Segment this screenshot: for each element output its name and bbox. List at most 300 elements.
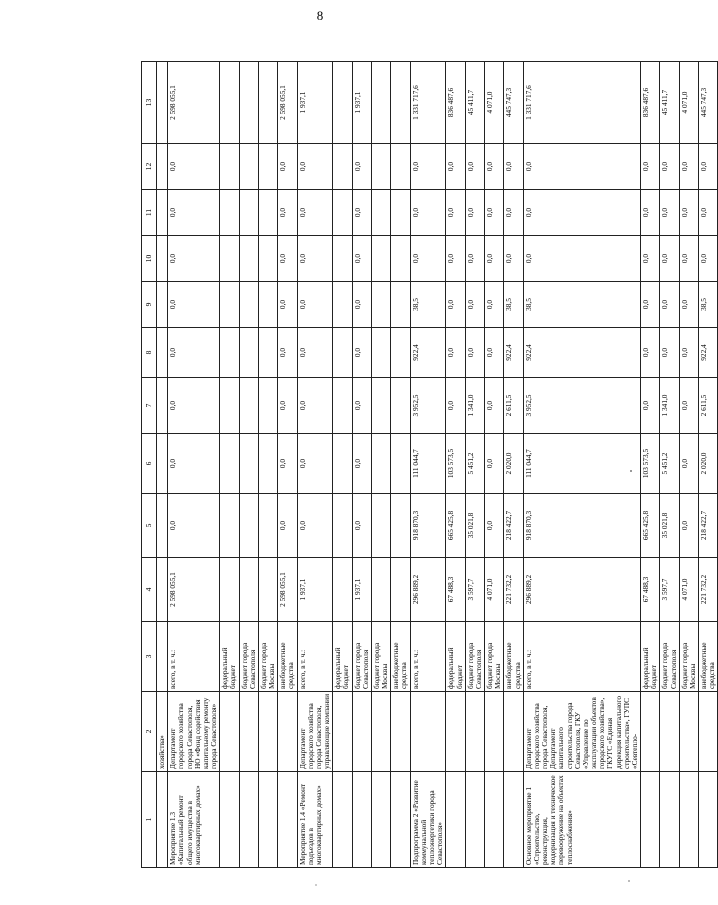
table-row bbox=[641, 62, 660, 868]
table-row bbox=[297, 62, 333, 868]
value-cell: 0,0 bbox=[679, 434, 698, 494]
value-cell bbox=[157, 62, 168, 144]
value-cell: 67 488,3 bbox=[446, 558, 465, 622]
value-cell: 2 598 055,1 bbox=[278, 62, 297, 144]
header-cell: 1 bbox=[142, 772, 157, 868]
row-label-cell bbox=[239, 772, 258, 868]
value-cell bbox=[157, 144, 168, 190]
source-cell: бюджет города Москвы bbox=[679, 622, 698, 692]
value-cell bbox=[157, 282, 168, 328]
row-label-cell: Мероприятие 1.3 «Капитальный ремонт общего имущества в многоквартирных домах» bbox=[168, 772, 220, 868]
header-cell: 9 bbox=[142, 282, 157, 328]
value-cell: 0,0 bbox=[278, 190, 297, 236]
table-row bbox=[333, 62, 352, 868]
value-cell: 45 411,7 bbox=[660, 62, 679, 144]
value-cell: 0,0 bbox=[485, 282, 504, 328]
table-row bbox=[660, 62, 679, 868]
row-label-cell bbox=[679, 772, 698, 868]
scan-speck bbox=[630, 470, 632, 472]
value-cell bbox=[220, 434, 239, 494]
value-cell: 0,0 bbox=[297, 282, 333, 328]
value-cell bbox=[371, 236, 390, 282]
value-cell: 0,0 bbox=[523, 144, 640, 190]
responsible-cell: Департамент городского хозяйства города Севастополя, Департамент капитального строительства города Севастополя, ГКУ «Управление по эксплуатации объектов городского хозяйства», ГКУГС «Единая дирекция капитального строительства», ГУПС «Севтепло- bbox=[523, 692, 640, 772]
value-cell: 4 071,0 bbox=[679, 558, 698, 622]
value-cell bbox=[157, 378, 168, 434]
value-cell bbox=[371, 282, 390, 328]
value-cell: 2 020,0 bbox=[699, 434, 718, 494]
value-cell bbox=[157, 328, 168, 378]
row-label-cell bbox=[485, 772, 504, 868]
table-row bbox=[157, 62, 168, 868]
responsible-cell bbox=[699, 692, 718, 772]
financing-table bbox=[141, 61, 718, 868]
value-cell: 0,0 bbox=[352, 328, 371, 378]
value-cell: 0,0 bbox=[168, 434, 220, 494]
value-cell: 103 573,5 bbox=[446, 434, 465, 494]
scan-speck bbox=[315, 884, 317, 886]
header-cell: 11 bbox=[142, 190, 157, 236]
source-cell bbox=[157, 622, 168, 692]
row-label-cell: Основное мероприятие 1 «Строительство, реконструкция, модернизация и техническое перевооружение на объектах теплоснабжения» bbox=[523, 772, 640, 868]
value-cell: 0,0 bbox=[278, 494, 297, 558]
value-cell bbox=[258, 236, 277, 282]
table-row bbox=[523, 62, 640, 868]
table-row bbox=[699, 62, 718, 868]
value-cell: 3 952,5 bbox=[523, 378, 640, 434]
responsible-cell bbox=[352, 692, 371, 772]
header-cell: 13 bbox=[142, 62, 157, 144]
value-cell: 0,0 bbox=[352, 236, 371, 282]
responsible-cell bbox=[660, 692, 679, 772]
source-cell: бюджет города Москвы bbox=[371, 622, 390, 692]
responsible-cell bbox=[465, 692, 484, 772]
value-cell: 2 020,0 bbox=[504, 434, 523, 494]
responsible-cell: хозяйства» bbox=[157, 692, 168, 772]
value-cell: 1 331 717,6 bbox=[410, 62, 446, 144]
source-cell: всего, в т. ч.: bbox=[523, 622, 640, 692]
value-cell: 0,0 bbox=[465, 190, 484, 236]
responsible-cell bbox=[333, 692, 352, 772]
value-cell: 4 071,0 bbox=[679, 62, 698, 144]
responsible-cell bbox=[446, 692, 465, 772]
source-cell: внебюджетные средства bbox=[278, 622, 297, 692]
value-cell: 0,0 bbox=[641, 190, 660, 236]
responsible-cell bbox=[220, 692, 239, 772]
value-cell: 0,0 bbox=[168, 328, 220, 378]
source-cell: бюджет города Севастополя bbox=[660, 622, 679, 692]
value-cell bbox=[333, 558, 352, 622]
value-cell bbox=[220, 62, 239, 144]
value-cell: 0,0 bbox=[297, 236, 333, 282]
value-cell bbox=[220, 190, 239, 236]
scan-speck bbox=[628, 880, 630, 882]
value-cell: 0,0 bbox=[278, 328, 297, 378]
table-row bbox=[465, 62, 484, 868]
value-cell: 918 870,3 bbox=[410, 494, 446, 558]
value-cell bbox=[157, 434, 168, 494]
header-cell: 7 bbox=[142, 378, 157, 434]
header-cell: 4 bbox=[142, 558, 157, 622]
value-cell: 1 341,0 bbox=[465, 378, 484, 434]
value-cell bbox=[239, 190, 258, 236]
value-cell: 0,0 bbox=[485, 190, 504, 236]
value-cell: 0,0 bbox=[297, 494, 333, 558]
source-cell: всего, в т. ч.: bbox=[410, 622, 446, 692]
row-label-cell bbox=[641, 772, 660, 868]
value-cell: 0,0 bbox=[352, 144, 371, 190]
value-cell: 0,0 bbox=[641, 328, 660, 378]
value-cell: 296 889,2 bbox=[410, 558, 446, 622]
value-cell bbox=[333, 62, 352, 144]
value-cell bbox=[157, 190, 168, 236]
value-cell: 0,0 bbox=[446, 236, 465, 282]
table-row bbox=[168, 62, 220, 868]
value-cell: 0,0 bbox=[278, 236, 297, 282]
table-row bbox=[504, 62, 523, 868]
row-label-cell bbox=[333, 772, 352, 868]
value-cell bbox=[333, 378, 352, 434]
value-cell: 2 598 055,1 bbox=[278, 558, 297, 622]
value-cell: 38,5 bbox=[523, 282, 640, 328]
value-cell bbox=[220, 494, 239, 558]
value-cell: 0,0 bbox=[523, 236, 640, 282]
value-cell bbox=[239, 434, 258, 494]
source-cell: федеральный бюджет bbox=[641, 622, 660, 692]
value-cell: 0,0 bbox=[465, 282, 484, 328]
value-cell: 111 044,7 bbox=[410, 434, 446, 494]
value-cell: 45 411,7 bbox=[465, 62, 484, 144]
value-cell: 922,4 bbox=[699, 328, 718, 378]
value-cell: 0,0 bbox=[278, 282, 297, 328]
header-cell: 3 bbox=[142, 622, 157, 692]
value-cell: 0,0 bbox=[679, 494, 698, 558]
value-cell: 0,0 bbox=[485, 236, 504, 282]
value-cell bbox=[371, 190, 390, 236]
value-cell bbox=[258, 434, 277, 494]
value-cell bbox=[239, 378, 258, 434]
value-cell: 836 487,6 bbox=[446, 62, 465, 144]
value-cell: 0,0 bbox=[660, 236, 679, 282]
header-cell: 5 bbox=[142, 494, 157, 558]
value-cell: 0,0 bbox=[465, 236, 484, 282]
value-cell: 1 341,0 bbox=[660, 378, 679, 434]
value-cell: 0,0 bbox=[446, 190, 465, 236]
value-cell: 1 331 717,6 bbox=[523, 62, 640, 144]
value-cell: 0,0 bbox=[523, 190, 640, 236]
value-cell: 0,0 bbox=[465, 328, 484, 378]
value-cell: 0,0 bbox=[465, 144, 484, 190]
value-cell bbox=[391, 558, 410, 622]
responsible-cell bbox=[239, 692, 258, 772]
responsible-cell bbox=[371, 692, 390, 772]
value-cell bbox=[371, 62, 390, 144]
value-cell bbox=[220, 378, 239, 434]
value-cell bbox=[333, 236, 352, 282]
value-cell: 0,0 bbox=[278, 378, 297, 434]
rotated-table-wrapper bbox=[141, 62, 717, 868]
value-cell: 0,0 bbox=[699, 236, 718, 282]
table-row bbox=[258, 62, 277, 868]
value-cell: 0,0 bbox=[679, 378, 698, 434]
responsible-cell bbox=[504, 692, 523, 772]
value-cell bbox=[220, 282, 239, 328]
row-label-cell bbox=[660, 772, 679, 868]
value-cell: 922,4 bbox=[504, 328, 523, 378]
table-body bbox=[142, 62, 718, 868]
table-row bbox=[220, 62, 239, 868]
value-cell bbox=[157, 236, 168, 282]
table-row bbox=[352, 62, 371, 868]
source-cell: бюджет города Севастополя bbox=[465, 622, 484, 692]
value-cell: 1 937,1 bbox=[352, 62, 371, 144]
value-cell: 0,0 bbox=[641, 144, 660, 190]
row-label-cell bbox=[157, 772, 168, 868]
table-row bbox=[679, 62, 698, 868]
value-cell bbox=[220, 144, 239, 190]
value-cell: 0,0 bbox=[641, 236, 660, 282]
value-cell: 111 044,7 bbox=[523, 434, 640, 494]
row-label-cell bbox=[465, 772, 484, 868]
source-cell: всего, в т. ч.: bbox=[168, 622, 220, 692]
value-cell bbox=[220, 236, 239, 282]
value-cell: 0,0 bbox=[168, 236, 220, 282]
value-cell bbox=[371, 144, 390, 190]
source-cell: бюджет города Севастополя bbox=[352, 622, 371, 692]
value-cell: 221 732,2 bbox=[504, 558, 523, 622]
responsible-cell: Департамент городского хозяйства города Севастополя, управляющие компании bbox=[297, 692, 333, 772]
value-cell: 0,0 bbox=[660, 282, 679, 328]
value-cell bbox=[333, 434, 352, 494]
row-label-cell bbox=[220, 772, 239, 868]
value-cell: 0,0 bbox=[410, 190, 446, 236]
value-cell: 0,0 bbox=[679, 144, 698, 190]
value-cell bbox=[391, 236, 410, 282]
value-cell bbox=[258, 144, 277, 190]
row-label-cell bbox=[371, 772, 390, 868]
value-cell: 0,0 bbox=[297, 378, 333, 434]
value-cell: 0,0 bbox=[352, 494, 371, 558]
value-cell bbox=[371, 328, 390, 378]
value-cell bbox=[371, 558, 390, 622]
value-cell: 1 937,1 bbox=[297, 62, 333, 144]
value-cell: 0,0 bbox=[446, 378, 465, 434]
value-cell: 0,0 bbox=[168, 190, 220, 236]
value-cell bbox=[391, 378, 410, 434]
value-cell bbox=[220, 328, 239, 378]
value-cell: 5 451,2 bbox=[660, 434, 679, 494]
row-label-cell bbox=[446, 772, 465, 868]
value-cell: 0,0 bbox=[641, 282, 660, 328]
value-cell: 0,0 bbox=[446, 282, 465, 328]
value-cell bbox=[239, 282, 258, 328]
value-cell: 0,0 bbox=[410, 144, 446, 190]
value-cell: 0,0 bbox=[352, 434, 371, 494]
header-cell: 8 bbox=[142, 328, 157, 378]
value-cell: 0,0 bbox=[297, 190, 333, 236]
source-cell: федеральный бюджет bbox=[446, 622, 465, 692]
value-cell: 922,4 bbox=[523, 328, 640, 378]
source-cell: всего, в т. ч.: bbox=[297, 622, 333, 692]
value-cell: 0,0 bbox=[485, 378, 504, 434]
value-cell: 35 021,8 bbox=[465, 494, 484, 558]
value-cell: 218 422,7 bbox=[504, 494, 523, 558]
row-label-cell bbox=[352, 772, 371, 868]
value-cell: 445 747,3 bbox=[504, 62, 523, 144]
value-cell: 1 937,1 bbox=[352, 558, 371, 622]
source-cell: внебюджетные средства bbox=[504, 622, 523, 692]
value-cell: 38,5 bbox=[410, 282, 446, 328]
page-number: 8 bbox=[316, 8, 324, 23]
responsible-cell bbox=[679, 692, 698, 772]
source-cell: внебюджетные средства bbox=[699, 622, 718, 692]
header-cell: 6 bbox=[142, 434, 157, 494]
value-cell: 2 611,5 bbox=[504, 378, 523, 434]
value-cell bbox=[371, 434, 390, 494]
value-cell: 0,0 bbox=[168, 282, 220, 328]
value-cell: 0,0 bbox=[641, 378, 660, 434]
value-cell bbox=[333, 144, 352, 190]
table-row bbox=[410, 62, 446, 868]
responsible-cell bbox=[485, 692, 504, 772]
value-cell bbox=[258, 62, 277, 144]
value-cell bbox=[258, 558, 277, 622]
row-label-cell bbox=[699, 772, 718, 868]
responsible-cell: Департамент городского хозяйства города Севастополя, НО «Фонд содействия капитальному ремонту города Севастополя» bbox=[168, 692, 220, 772]
value-cell: 3 597,7 bbox=[465, 558, 484, 622]
value-cell: 0,0 bbox=[410, 236, 446, 282]
value-cell: 0,0 bbox=[278, 434, 297, 494]
responsible-cell bbox=[641, 692, 660, 772]
value-cell bbox=[391, 494, 410, 558]
value-cell: 3 597,7 bbox=[660, 558, 679, 622]
value-cell bbox=[333, 494, 352, 558]
value-cell: 4 071,0 bbox=[485, 558, 504, 622]
table-row bbox=[446, 62, 465, 868]
value-cell: 665 425,8 bbox=[446, 494, 465, 558]
value-cell: 0,0 bbox=[504, 144, 523, 190]
value-cell bbox=[220, 558, 239, 622]
source-cell: бюджет города Москвы bbox=[485, 622, 504, 692]
value-cell: 38,5 bbox=[504, 282, 523, 328]
value-cell: 0,0 bbox=[485, 144, 504, 190]
value-cell: 221 732,2 bbox=[699, 558, 718, 622]
value-cell: 0,0 bbox=[485, 328, 504, 378]
value-cell bbox=[391, 62, 410, 144]
source-cell: бюджет города Москвы bbox=[258, 622, 277, 692]
source-cell: федеральный бюджет bbox=[333, 622, 352, 692]
header-cell: 12 bbox=[142, 144, 157, 190]
value-cell: 0,0 bbox=[679, 328, 698, 378]
table-row bbox=[278, 62, 297, 868]
value-cell: 1 937,1 bbox=[297, 558, 333, 622]
value-cell bbox=[391, 328, 410, 378]
value-cell: 0,0 bbox=[679, 282, 698, 328]
value-cell: 0,0 bbox=[504, 190, 523, 236]
value-cell: 922,4 bbox=[410, 328, 446, 378]
value-cell bbox=[258, 282, 277, 328]
value-cell: 0,0 bbox=[352, 378, 371, 434]
source-cell: внебюджетные средства bbox=[391, 622, 410, 692]
value-cell bbox=[239, 328, 258, 378]
value-cell bbox=[258, 494, 277, 558]
row-label-cell bbox=[504, 772, 523, 868]
value-cell bbox=[258, 190, 277, 236]
value-cell bbox=[258, 378, 277, 434]
value-cell bbox=[333, 190, 352, 236]
source-cell: бюджет города Севастополя bbox=[239, 622, 258, 692]
value-cell bbox=[333, 282, 352, 328]
row-label-cell bbox=[258, 772, 277, 868]
value-cell: 445 747,3 bbox=[699, 62, 718, 144]
table-row bbox=[239, 62, 258, 868]
value-cell: 0,0 bbox=[278, 144, 297, 190]
value-cell: 0,0 bbox=[446, 144, 465, 190]
value-cell bbox=[391, 282, 410, 328]
value-cell: 2 598 055,1 bbox=[168, 558, 220, 622]
value-cell: 0,0 bbox=[699, 190, 718, 236]
value-cell bbox=[391, 190, 410, 236]
value-cell: 0,0 bbox=[660, 144, 679, 190]
header-cell: 10 bbox=[142, 236, 157, 282]
value-cell bbox=[239, 144, 258, 190]
value-cell: 67 488,3 bbox=[641, 558, 660, 622]
value-cell: 0,0 bbox=[660, 328, 679, 378]
value-cell: 3 952,5 bbox=[410, 378, 446, 434]
table-row bbox=[485, 62, 504, 868]
value-cell bbox=[239, 558, 258, 622]
value-cell bbox=[391, 434, 410, 494]
value-cell bbox=[371, 378, 390, 434]
value-cell: 0,0 bbox=[168, 144, 220, 190]
value-cell: 0,0 bbox=[504, 236, 523, 282]
value-cell bbox=[258, 328, 277, 378]
value-cell: 918 870,3 bbox=[523, 494, 640, 558]
value-cell: 38,5 bbox=[699, 282, 718, 328]
value-cell: 0,0 bbox=[352, 190, 371, 236]
value-cell: 0,0 bbox=[660, 190, 679, 236]
value-cell: 0,0 bbox=[699, 144, 718, 190]
row-label-cell bbox=[278, 772, 297, 868]
header-row bbox=[142, 62, 157, 868]
value-cell: 0,0 bbox=[679, 236, 698, 282]
value-cell: 0,0 bbox=[168, 494, 220, 558]
value-cell: 0,0 bbox=[446, 328, 465, 378]
value-cell: 0,0 bbox=[679, 190, 698, 236]
row-label-cell: Мероприятие 1.4 «Ремонт подъездов в многоквартирных домах» bbox=[297, 772, 333, 868]
value-cell: 2 611,5 bbox=[699, 378, 718, 434]
value-cell: 0,0 bbox=[352, 282, 371, 328]
value-cell bbox=[239, 236, 258, 282]
responsible-cell bbox=[410, 692, 446, 772]
value-cell: 103 573,5 bbox=[641, 434, 660, 494]
value-cell bbox=[371, 494, 390, 558]
value-cell: 665 425,8 bbox=[641, 494, 660, 558]
value-cell: 0,0 bbox=[485, 434, 504, 494]
value-cell: 0,0 bbox=[297, 144, 333, 190]
value-cell: 4 071,0 bbox=[485, 62, 504, 144]
value-cell: 0,0 bbox=[168, 378, 220, 434]
value-cell: 0,0 bbox=[297, 434, 333, 494]
value-cell: 218 422,7 bbox=[699, 494, 718, 558]
value-cell: 35 021,8 bbox=[660, 494, 679, 558]
value-cell: 836 487,6 bbox=[641, 62, 660, 144]
responsible-cell bbox=[391, 692, 410, 772]
value-cell bbox=[239, 494, 258, 558]
value-cell: 2 598 055,1 bbox=[168, 62, 220, 144]
value-cell bbox=[157, 558, 168, 622]
value-cell: 296 889,2 bbox=[523, 558, 640, 622]
